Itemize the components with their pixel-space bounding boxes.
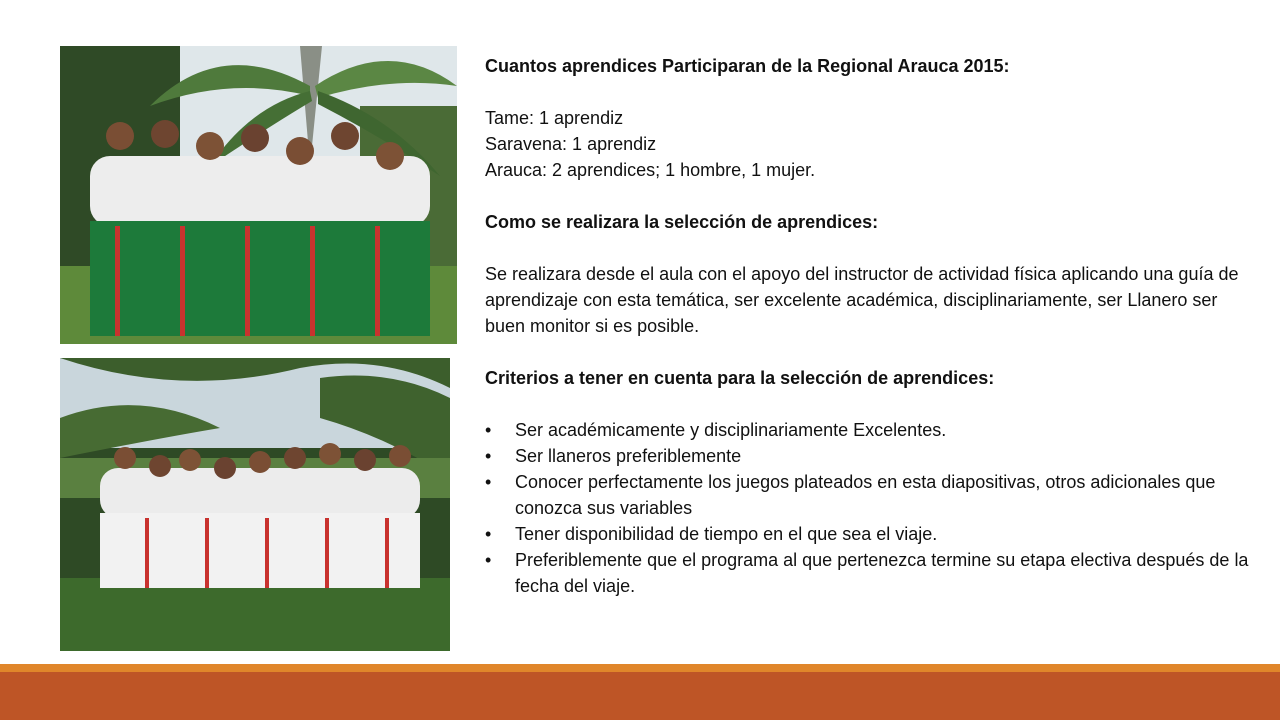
heading-selection: Como se realizara la selección de aprendices: [485,212,879,232]
criteria-item: • Conocer perfectamente los juegos plateados en esta diapositivas, otros adicionales que conozca sus variables [485,469,1255,521]
group-photo-top [60,46,457,344]
criteria-item: • Ser llaneros preferiblemente [485,443,1255,469]
group-photo-bottom [60,358,450,651]
footer-accent-line [0,664,1280,672]
group-photo-park-trees-icon [60,358,450,651]
participants-saravena: Saravena: 1 aprendiz [485,134,657,154]
criteria-item: • Tener disponibilidad de tiempo en el que sea el viaje. [485,521,1255,547]
heading-criteria: Criterios a tener en cuenta para la selección de aprendices: [485,368,995,388]
selection-paragraph: Se realizara desde el aula con el apoyo del instructor de actividad física aplicando una guía de aprendizaje con esta temática, ser excelente académica, disciplinariamente, ser Llanero ser buen monitor si es posible. [485,264,1239,336]
footer-bar [0,672,1280,720]
participants-arauca: Arauca: 2 aprendices; 1 hombre, 1 mujer. [485,160,816,180]
participants-tame: Tame: 1 aprendiz [485,108,624,128]
slide-text [485,53,1255,599]
criteria-item: • Ser académicamente y disciplinariamente Excelentes. [485,417,1255,443]
criteria-item: • Preferiblemente que el programa al que pertenezca termine su etapa electiva después de la fecha del viaje. [485,547,1255,599]
criteria-list [485,417,1255,599]
group-photo-palm-trees-icon [60,46,457,344]
heading-participants: Cuantos aprendices Participaran de la Regional Arauca 2015: [485,56,1010,76]
